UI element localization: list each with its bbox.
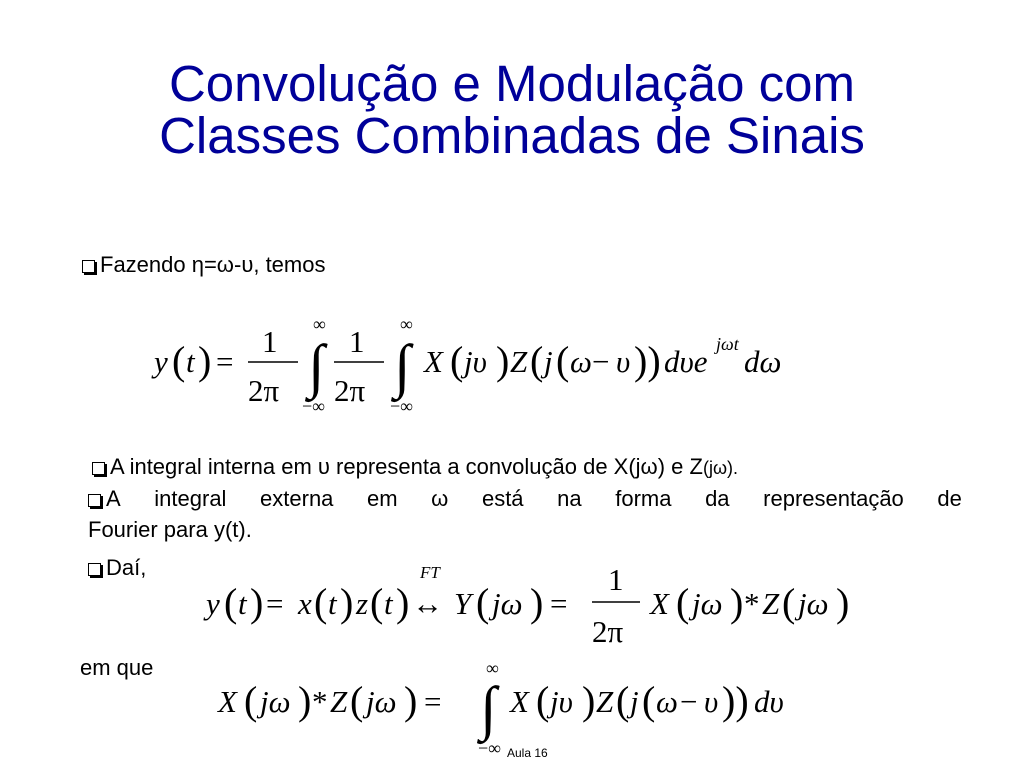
- svg-text:∫: ∫: [308, 333, 325, 399]
- bullet-fazendo: [82, 249, 325, 280]
- svg-text:jω: jω: [260, 684, 291, 719]
- svg-text:y: y: [206, 586, 220, 621]
- svg-text:jυ: jυ: [550, 684, 573, 719]
- svg-text:z: z: [356, 586, 369, 621]
- svg-text:ω: ω: [656, 684, 678, 719]
- svg-text:dω: dω: [744, 344, 782, 379]
- slide-title-line1: Convolução e Modulação com: [168, 55, 856, 112]
- eq3-upper: ∞: [486, 658, 499, 678]
- checkbox-bullet-icon: [88, 494, 101, 507]
- svg-text:)): )): [722, 678, 749, 723]
- svg-text:=: =: [266, 586, 284, 621]
- svg-text:Z: Z: [596, 684, 614, 719]
- slide-title: [0, 55, 1024, 164]
- eq1-num2: 1: [349, 324, 365, 359]
- svg-text:): ): [836, 580, 850, 625]
- svg-text:t: t: [186, 344, 195, 379]
- eq2-den: 2π: [592, 614, 624, 649]
- svg-text:*: *: [744, 586, 760, 621]
- svg-text:υ: υ: [616, 344, 631, 379]
- equation-1: [150, 308, 850, 426]
- svg-text:(: (: [476, 580, 490, 625]
- svg-text:t: t: [384, 586, 393, 621]
- svg-text:=: =: [424, 684, 442, 719]
- svg-text:ω: ω: [570, 344, 592, 379]
- svg-text:(: (: [556, 338, 570, 383]
- equation-3: [210, 656, 850, 756]
- svg-text:Z: Z: [762, 586, 780, 621]
- svg-text:y: y: [154, 344, 168, 379]
- svg-text:υ: υ: [704, 684, 719, 719]
- svg-text:=: =: [216, 344, 234, 379]
- svg-text:(: (: [450, 338, 464, 383]
- svg-text:(: (: [536, 678, 550, 723]
- svg-text:(: (: [642, 678, 656, 723]
- svg-text:): ): [396, 580, 410, 625]
- svg-text:): ): [404, 678, 418, 723]
- svg-text:): ): [730, 580, 744, 625]
- svg-text:(: (: [314, 580, 328, 625]
- eq1-num1: 1: [262, 324, 278, 359]
- equation-2: [200, 558, 900, 658]
- svg-text:Y: Y: [454, 586, 472, 621]
- svg-text:(: (: [224, 580, 238, 625]
- svg-text:jω: jω: [798, 586, 829, 621]
- svg-text:jυ: jυ: [464, 344, 487, 379]
- slide-title-line2: Classes Combinadas de Sinais: [159, 107, 865, 164]
- svg-text:jω: jω: [366, 684, 397, 719]
- svg-text:(: (: [782, 580, 796, 625]
- svg-text:X: X: [424, 344, 443, 379]
- svg-text:jω: jω: [492, 586, 523, 621]
- svg-text:(: (: [530, 338, 544, 383]
- svg-text:∫: ∫: [394, 333, 411, 399]
- svg-text:X: X: [650, 586, 669, 621]
- svg-text:(: (: [676, 580, 690, 625]
- bullet-integral-externa: [88, 483, 962, 545]
- svg-text:*: *: [312, 684, 328, 719]
- svg-text:j: j: [544, 344, 553, 379]
- equation-3-svg: [210, 656, 850, 756]
- svg-text:): ): [530, 580, 544, 625]
- bullet-integral-interna-text: A integral interna em υ representa a convolução de X(jω) e Z: [110, 454, 703, 479]
- svg-text:(: (: [350, 678, 364, 723]
- em-que-text: em que: [80, 655, 154, 680]
- bullet-integral-interna-small: (jω).: [702, 458, 739, 478]
- svg-text:−: −: [592, 344, 610, 379]
- svg-text:(: (: [244, 678, 258, 723]
- bullet-fazendo-text: Fazendo η=ω-υ, temos: [100, 252, 326, 277]
- svg-text:): ): [250, 580, 264, 625]
- equation-2-svg: [200, 558, 900, 658]
- svg-text:x: x: [298, 586, 312, 621]
- svg-text:(: (: [172, 338, 186, 383]
- svg-text:∫: ∫: [480, 675, 497, 741]
- eq1-upper2: ∞: [400, 314, 413, 334]
- svg-text:): ): [298, 678, 312, 723]
- svg-text:): ): [340, 580, 354, 625]
- eq1-lower1: −∞: [302, 396, 325, 416]
- svg-text:jω: jω: [692, 586, 723, 621]
- svg-text:t: t: [238, 586, 247, 621]
- eq2-num: 1: [608, 562, 624, 597]
- checkbox-bullet-icon: [82, 260, 95, 273]
- svg-text:X: X: [218, 684, 237, 719]
- eq2-ft-label: FT: [420, 563, 440, 582]
- eq1-den1: 2π: [248, 373, 280, 408]
- svg-text:): ): [582, 678, 596, 723]
- svg-text:j: j: [630, 684, 639, 719]
- svg-text:Z: Z: [510, 344, 528, 379]
- eq1-den2: 2π: [334, 373, 366, 408]
- eq1-upper1: ∞: [313, 314, 326, 334]
- svg-text:dυe: dυe: [664, 344, 708, 379]
- bullet-integral-interna: [92, 451, 738, 484]
- svg-text:t: t: [328, 586, 337, 621]
- svg-text:dυ: dυ: [754, 684, 784, 719]
- svg-text:=: =: [550, 586, 568, 621]
- svg-text:↔: ↔: [412, 586, 443, 621]
- svg-text:)): )): [634, 338, 661, 383]
- checkbox-bullet-icon: [88, 563, 101, 576]
- bullet-dai: [88, 552, 146, 583]
- svg-text:(: (: [616, 678, 630, 723]
- svg-text:−: −: [680, 684, 698, 719]
- footer-aula: Aula 16: [507, 746, 548, 760]
- svg-text:X: X: [510, 684, 529, 719]
- bullet-integral-externa-line2: Fourier para y(t).: [88, 517, 252, 542]
- svg-text:Z: Z: [330, 684, 348, 719]
- checkbox-bullet-icon: [92, 462, 105, 475]
- bullet-integral-externa-line1: A integral externa em ω está na forma da representação de: [88, 483, 962, 514]
- svg-text:): ): [496, 338, 510, 383]
- eq3-lower: −∞: [478, 738, 501, 756]
- svg-text:jωt: jωt: [716, 334, 739, 354]
- svg-text:): ): [198, 338, 212, 383]
- equation-1-svg: [150, 308, 850, 426]
- eq1-lower2: −∞: [390, 396, 413, 416]
- bullet-dai-text: Daí,: [106, 555, 147, 580]
- svg-text:(: (: [370, 580, 384, 625]
